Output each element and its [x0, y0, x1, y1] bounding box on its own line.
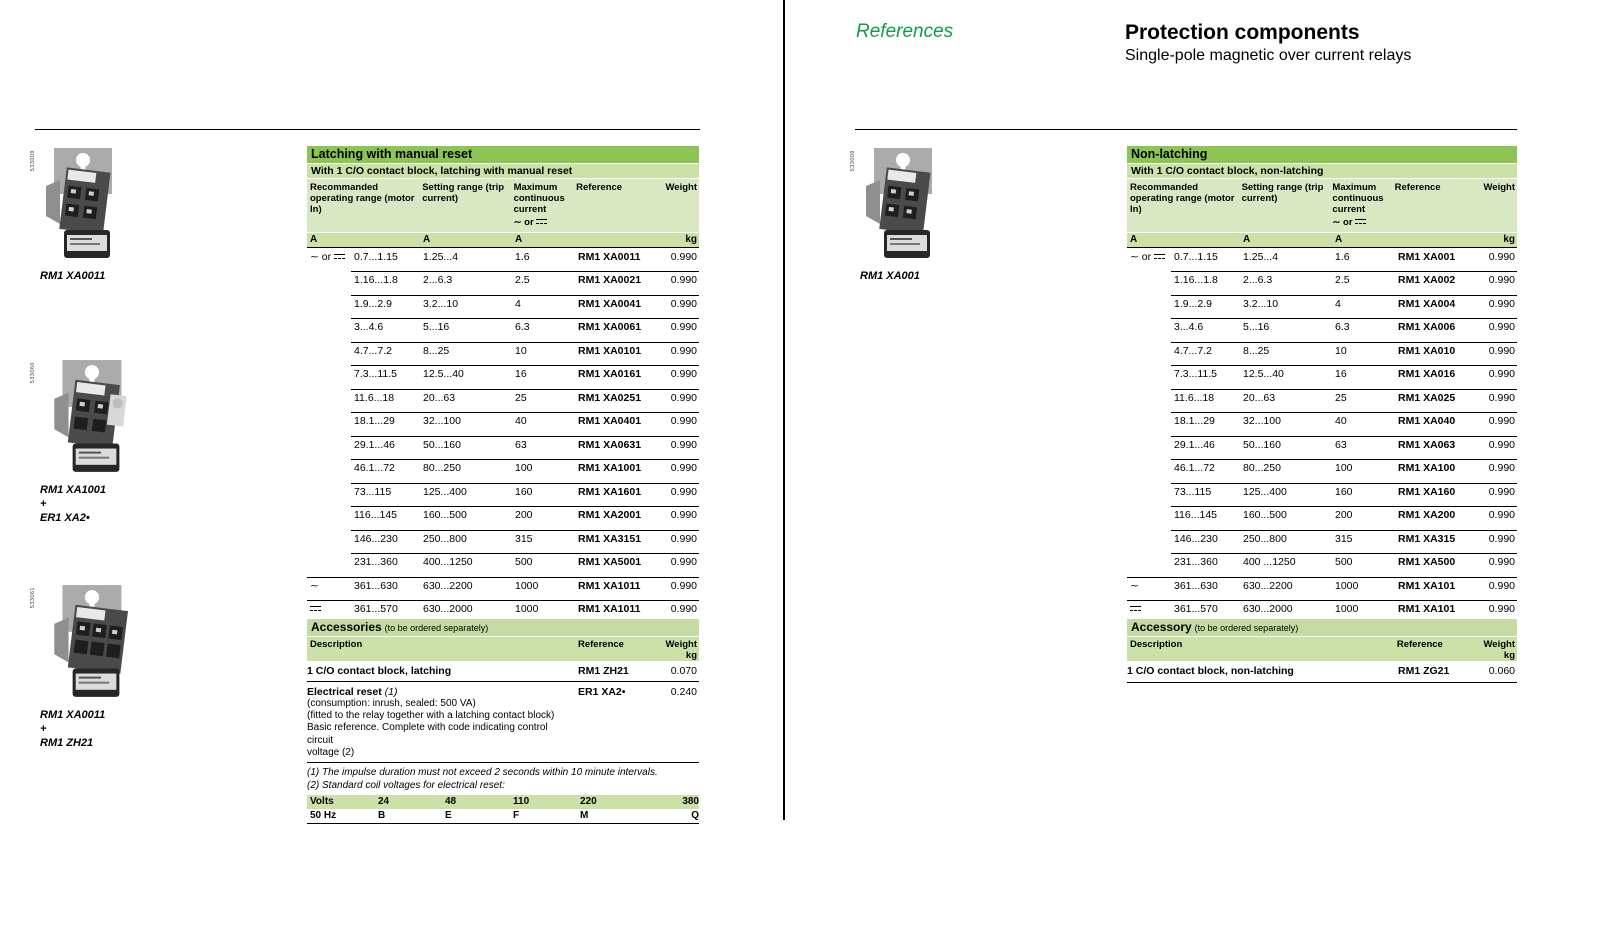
accessories-title-bar: Accessories (to be ordered separately)	[307, 619, 699, 636]
non-latching-table	[1127, 146, 1517, 625]
weight-cell: 0.990	[1488, 391, 1515, 404]
dc-icon	[1130, 603, 1141, 615]
col-operating-range: Recommanded operating range (motor In)	[310, 182, 415, 216]
weight-cell: 0.990	[1488, 579, 1515, 592]
operating-range-cell: 73...115	[1174, 485, 1212, 498]
setting-range-cell: 400 ...1250	[1243, 556, 1296, 569]
weight-cell: 0.990	[1488, 415, 1515, 428]
weight-cell: 0.990	[670, 556, 697, 569]
weight-cell: 0.990	[1488, 462, 1515, 475]
reference-cell: RM1 XA1011	[578, 579, 641, 592]
setting-range-cell: 250...800	[1243, 532, 1287, 545]
setting-range-cell: 12.5...40	[423, 368, 464, 381]
reference-cell: RM1 XA1011	[578, 603, 641, 616]
table-row	[307, 412, 699, 436]
right-page-rule	[855, 129, 1517, 130]
max-current-cell: 4	[515, 297, 521, 310]
col-max-current: Maximum continuous current ∼ or	[513, 182, 565, 228]
table-row	[1127, 483, 1517, 507]
max-current-cell: 100	[1335, 462, 1353, 475]
max-current-cell: 25	[515, 391, 527, 404]
operating-range-cell: 146...230	[1174, 532, 1218, 545]
photo-ref-number: 533061	[30, 587, 36, 609]
col-operating-range: Recommanded operating range (motor In)	[1130, 182, 1235, 216]
relay-photo	[860, 146, 952, 262]
table-row	[1127, 553, 1517, 577]
weight-cell: 0.990	[670, 532, 697, 545]
photo-caption: RM1 XA0011 + RM1 ZH21	[40, 709, 106, 749]
operating-range-cell: 29.1...46	[354, 438, 395, 451]
max-current-cell: 25	[1335, 391, 1347, 404]
reference-cell: RM1 XA0251	[578, 391, 642, 404]
table-row	[307, 318, 699, 342]
reference-cell: RM1 XA0061	[578, 321, 642, 334]
setting-range-cell: 2...6.3	[1243, 274, 1273, 287]
col-reference: Reference	[576, 182, 623, 193]
reference-cell: RM1 XA010	[1398, 344, 1456, 357]
page-divider	[783, 0, 785, 820]
setting-range-cell: 630...2200	[1243, 579, 1293, 592]
max-current-cell: 500	[1335, 556, 1353, 569]
operating-range-cell: 1.9...2.9	[354, 297, 392, 310]
photo-caption: RM1 XA001	[860, 270, 920, 282]
left-page-rule	[35, 129, 700, 130]
weight-cell: 0.990	[1488, 368, 1515, 381]
accessory-title-bar: Accessory (to be ordered separately)	[1127, 619, 1517, 636]
setting-range-cell: 80...250	[423, 462, 461, 475]
reference-cell: RM1 XA063	[1398, 438, 1456, 451]
setting-range-cell: 160...500	[423, 509, 467, 522]
col-reference: Reference	[1394, 182, 1441, 193]
operating-range-cell: 11.6...18	[1174, 391, 1215, 404]
setting-range-cell: 2...6.3	[423, 274, 453, 287]
table-row	[1127, 389, 1517, 413]
max-current-cell: 1000	[515, 603, 539, 616]
voltage-code-row: 50 Hz B E F M Q	[307, 809, 699, 824]
reference-cell: RM1 XA500	[1398, 556, 1456, 569]
table-row	[307, 436, 699, 460]
col-setting-range: Setting range (trip current)	[1241, 182, 1324, 205]
setting-range-cell: 50...160	[1243, 438, 1281, 451]
operating-range-cell: 7.3...11.5	[354, 368, 398, 381]
operating-range-cell: 46.1...72	[1174, 462, 1215, 475]
ac-icon: ∼	[310, 250, 319, 263]
operating-range-cell: 361...570	[1174, 603, 1218, 616]
reference-cell: RM1 XA001	[1398, 250, 1456, 263]
weight-cell: 0.990	[1488, 532, 1515, 545]
max-current-cell: 200	[1335, 509, 1353, 522]
operating-range-cell: 29.1...46	[1174, 438, 1215, 451]
reference-cell: RM1 XA0401	[578, 415, 642, 428]
weight-cell: 0.990	[670, 297, 697, 310]
operating-range-cell: 0.7...1.15	[354, 250, 398, 263]
col-setting-range: Setting range (trip current)	[422, 182, 505, 205]
product-photo-block-3	[30, 583, 150, 750]
dc-icon	[1154, 251, 1165, 263]
operating-range-cell: 73...115	[354, 485, 392, 498]
max-current-cell: 1.6	[1335, 250, 1350, 263]
reference-cell: RM1 XA160	[1398, 485, 1456, 498]
dc-icon	[310, 603, 321, 615]
coil-voltage-table	[307, 795, 699, 824]
reference-cell: RM1 XA040	[1398, 415, 1456, 428]
weight-cell: 0.990	[670, 603, 697, 616]
reference-cell: RM1 XA100	[1398, 462, 1456, 475]
setting-range-cell: 32...100	[1243, 415, 1281, 428]
max-current-cell: 2.5	[515, 274, 530, 287]
operating-range-cell: 18.1...29	[1174, 415, 1215, 428]
setting-range-cell: 12.5...40	[1243, 368, 1284, 381]
setting-range-cell: 400...1250	[423, 556, 473, 569]
setting-range-cell: 125...400	[1243, 485, 1287, 498]
accessory-row: Electrical reset (1) (consumption: inrush, sealed: 500 VA) (fitted to the relay together with a latching contact block) Basic reference. Complete with code indicating control circuit voltage (2) ER1 XA2• 0.240	[307, 681, 699, 759]
setting-range-cell: 125...400	[423, 485, 467, 498]
operating-range-cell: 1.16...1.8	[1174, 274, 1218, 287]
reference-cell: RM1 XA101	[1398, 579, 1456, 592]
table-row	[307, 459, 699, 483]
reference-cell: RM1 XA101	[1398, 603, 1456, 616]
weight-cell: 0.990	[670, 274, 697, 287]
table-row	[307, 530, 699, 554]
weight-cell: 0.990	[1488, 297, 1515, 310]
table-title: Non-latching	[1127, 146, 1517, 163]
reference-cell: RM1 XA002	[1398, 274, 1456, 287]
table-subtitle: With 1 C/O contact block, non-latching	[1127, 164, 1517, 178]
accessories-headers: Description Reference Weight kg	[307, 637, 699, 661]
setting-range-cell: 5...16	[1243, 321, 1270, 334]
operating-range-cell: 1.9...2.9	[1174, 297, 1212, 310]
weight-cell: 0.990	[1488, 321, 1515, 334]
table-row	[307, 342, 699, 366]
reference-cell: RM1 XA016	[1398, 368, 1456, 381]
ac-icon: ∼	[513, 216, 522, 228]
table-row: ∼ or 0.7...1.15 1.25...4 1.6 RM1 XA001 0.990	[1127, 248, 1517, 272]
ac-icon: ∼	[310, 579, 319, 592]
setting-range-cell: 20...63	[423, 391, 456, 404]
max-current-cell: 10	[515, 344, 527, 357]
setting-range-cell: 1.25...4	[1243, 250, 1279, 263]
weight-cell: 0.990	[1488, 509, 1515, 522]
setting-range-cell: 20...63	[1243, 391, 1276, 404]
setting-range-cell: 3.2...10	[423, 297, 459, 310]
setting-range-cell: 5...16	[423, 321, 450, 334]
table-row	[1127, 318, 1517, 342]
weight-cell: 0.990	[670, 321, 697, 334]
page-title: Protection components	[1125, 21, 1360, 44]
operating-range-cell: 361...630	[354, 579, 398, 592]
weight-cell: 0.990	[670, 438, 697, 451]
setting-range-cell: 160...500	[1243, 509, 1287, 522]
accessories-section	[307, 619, 699, 824]
reference-cell: RM1 XA0041	[578, 297, 642, 310]
table-row	[1127, 342, 1517, 366]
max-current-cell: 6.3	[515, 321, 530, 334]
photo-caption: RM1 XA0011	[40, 270, 106, 282]
operating-range-cell: 11.6...18	[354, 391, 395, 404]
max-current-cell: 63	[515, 438, 527, 451]
latching-table	[307, 146, 699, 625]
reference-cell: RM1 XA0101	[578, 344, 642, 357]
ac-icon: ∼	[1130, 579, 1139, 592]
setting-range-cell: 32...100	[423, 415, 461, 428]
table-row	[307, 483, 699, 507]
accessory-row: 1 C/O contact block, latching RM1 ZH21 0.070	[307, 665, 697, 677]
accessory-headers: Description Reference Weight kg	[1127, 637, 1517, 661]
table-row	[307, 389, 699, 413]
max-current-cell: 40	[515, 415, 527, 428]
max-current-cell: 6.3	[1335, 321, 1350, 334]
max-current-cell: 200	[515, 509, 533, 522]
weight-cell: 0.990	[1488, 603, 1515, 616]
table-row	[1127, 436, 1517, 460]
reference-cell: RM1 XA0631	[578, 438, 642, 451]
ac-icon: ∼	[1130, 250, 1139, 263]
setting-range-cell: 250...800	[423, 532, 467, 545]
accessory-section	[1127, 619, 1517, 683]
photo-caption: RM1 XA1001 + ER1 XA2•	[40, 484, 107, 524]
max-current-cell: 160	[1335, 485, 1353, 498]
table-row	[307, 271, 699, 295]
relay-photo	[40, 358, 150, 476]
reference-cell: RM1 XA0011	[578, 250, 641, 263]
table-row	[1127, 412, 1517, 436]
product-photo-block-1	[30, 146, 132, 284]
table-column-headers	[307, 179, 699, 232]
setting-range-cell: 80...250	[1243, 462, 1281, 475]
table-row: ∼ or 0.7...1.15 1.25...4 1.6 RM1 XA0011 0.990	[307, 248, 699, 272]
operating-range-cell: 3...4.6	[354, 321, 384, 334]
col-max-current: Maximum continuous current ∼ or	[1332, 182, 1384, 228]
reference-cell: RM1 XA200	[1398, 509, 1456, 522]
max-current-cell: 1000	[1335, 603, 1359, 616]
max-current-cell: 40	[1335, 415, 1347, 428]
dc-icon	[1355, 218, 1366, 226]
table-row	[307, 365, 699, 389]
dc-icon	[334, 251, 345, 263]
weight-cell: 0.990	[1488, 556, 1515, 569]
setting-range-cell: 630...2200	[423, 579, 473, 592]
reference-cell: RM1 XA004	[1398, 297, 1456, 310]
table-row	[1127, 295, 1517, 319]
reference-cell: RM1 XA006	[1398, 321, 1456, 334]
dc-icon	[536, 218, 547, 226]
operating-range-cell: 116...145	[1174, 509, 1218, 522]
table-subtitle: With 1 C/O contact block, latching with manual reset	[307, 164, 699, 178]
reference-cell: RM1 XA5001	[578, 556, 642, 569]
photo-ref-number: 533060	[30, 362, 36, 384]
reference-cell: RM1 XA1601	[578, 485, 642, 498]
operating-range-cell: 7.3...11.5	[1174, 368, 1218, 381]
max-current-cell: 63	[1335, 438, 1347, 451]
reference-cell: RM1 XA315	[1398, 532, 1456, 545]
max-current-cell: 500	[515, 556, 533, 569]
operating-range-cell: 3...4.6	[1174, 321, 1204, 334]
setting-range-cell: 8...25	[423, 344, 450, 357]
operating-range-cell: 4.7...7.2	[354, 344, 392, 357]
table-row	[1127, 271, 1517, 295]
operating-range-cell: 1.16...1.8	[354, 274, 398, 287]
max-current-cell: 10	[1335, 344, 1347, 357]
reference-cell: RM1 XA025	[1398, 391, 1456, 404]
operating-range-cell: 18.1...29	[354, 415, 395, 428]
footnotes: (1) The impulse duration must not exceed 2 seconds within 10 minute intervals. (2) Standard coil voltages for electrical reset:	[307, 762, 699, 792]
max-current-cell: 1.6	[515, 250, 530, 263]
product-photo-block-2	[30, 358, 150, 525]
table-body	[307, 248, 699, 625]
photo-ref-number: 533009	[30, 150, 36, 172]
voltage-header-row: Volts 24 48 110 220 380	[307, 795, 699, 809]
weight-cell: 0.990	[670, 579, 697, 592]
operating-range-cell: 361...630	[1174, 579, 1218, 592]
table-row	[1127, 530, 1517, 554]
table-row	[307, 295, 699, 319]
weight-cell: 0.990	[670, 509, 697, 522]
setting-range-cell: 8...25	[1243, 344, 1270, 357]
max-current-cell: 2.5	[1335, 274, 1350, 287]
setting-range-cell: 630...2000	[423, 603, 473, 616]
max-current-cell: 315	[1335, 532, 1353, 545]
table-row	[307, 553, 699, 577]
max-current-cell: 1000	[1335, 579, 1359, 592]
weight-cell: 0.990	[670, 368, 697, 381]
units-row: A A A kg	[1127, 233, 1517, 248]
units-row: A A A kg	[307, 233, 699, 248]
table-row	[307, 577, 699, 601]
reference-cell: RM1 XA0021	[578, 274, 642, 287]
weight-cell: 0.990	[670, 344, 697, 357]
weight-cell: 0.990	[670, 250, 697, 263]
weight-cell: 0.990	[670, 391, 697, 404]
references-label: References	[856, 21, 954, 42]
max-current-cell: 16	[515, 368, 527, 381]
table-row	[307, 506, 699, 530]
operating-range-cell: 231...360	[1174, 556, 1218, 569]
col-weight: Weight	[1483, 182, 1516, 193]
table-row	[1127, 577, 1517, 601]
ac-icon: ∼	[1332, 216, 1341, 228]
max-current-cell: 315	[515, 532, 533, 545]
max-current-cell: 4	[1335, 297, 1341, 310]
reference-cell: RM1 XA0161	[578, 368, 642, 381]
max-current-cell: 1000	[515, 579, 539, 592]
operating-range-cell: 146...230	[354, 532, 398, 545]
setting-range-cell: 630...2000	[1243, 603, 1293, 616]
operating-range-cell: 231...360	[354, 556, 398, 569]
weight-cell: 0.990	[1488, 438, 1515, 451]
reference-cell: RM1 XA3151	[578, 532, 642, 545]
table-title: Latching with manual reset	[307, 146, 699, 163]
weight-cell: 0.990	[670, 485, 697, 498]
max-current-cell: 16	[1335, 368, 1347, 381]
max-current-cell: 160	[515, 485, 533, 498]
table-row	[1127, 365, 1517, 389]
weight-cell: 0.990	[670, 415, 697, 428]
reference-cell: RM1 XA1001	[578, 462, 642, 475]
operating-range-cell: 361...570	[354, 603, 398, 616]
col-weight: Weight	[665, 182, 698, 193]
weight-cell: 0.990	[670, 462, 697, 475]
table-row	[1127, 506, 1517, 530]
relay-photo	[40, 583, 150, 701]
relay-photo	[40, 146, 132, 262]
product-photo-block-right	[850, 146, 952, 284]
reference-cell: RM1 XA2001	[578, 509, 642, 522]
photo-ref-number: 533009	[850, 150, 856, 172]
weight-cell: 0.990	[1488, 344, 1515, 357]
setting-range-cell: 3.2...10	[1243, 297, 1279, 310]
page-subtitle: Single-pole magnetic over current relays	[1125, 47, 1412, 64]
weight-cell: 0.990	[1488, 485, 1515, 498]
accessory-row: 1 C/O contact block, non-latching RM1 ZG21 0.060	[1127, 661, 1517, 683]
operating-range-cell: 46.1...72	[354, 462, 395, 475]
setting-range-cell: 1.25...4	[423, 250, 459, 263]
weight-cell: 0.990	[1488, 274, 1515, 287]
table-body	[1127, 248, 1517, 625]
table-row	[1127, 459, 1517, 483]
max-current-cell: 100	[515, 462, 533, 475]
table-column-headers	[1127, 179, 1517, 232]
operating-range-cell: 4.7...7.2	[1174, 344, 1212, 357]
weight-cell: 0.990	[1488, 250, 1515, 263]
operating-range-cell: 0.7...1.15	[1174, 250, 1218, 263]
operating-range-cell: 116...145	[354, 509, 398, 522]
setting-range-cell: 50...160	[423, 438, 461, 451]
